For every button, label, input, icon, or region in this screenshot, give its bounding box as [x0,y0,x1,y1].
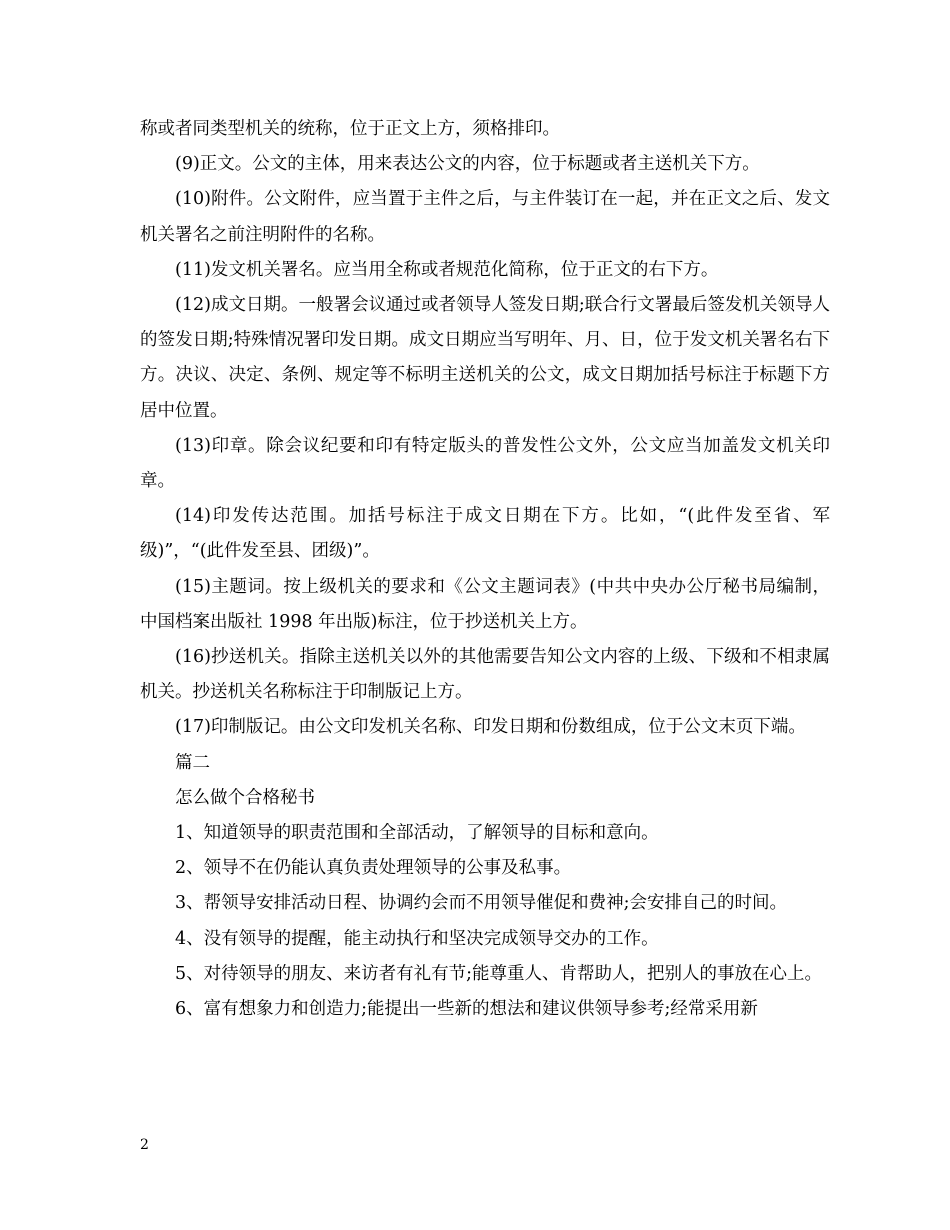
page-number: 2 [140,1137,149,1153]
paragraph: (13)印章。除会议纪要和印有特定版头的普发性公文外，公文应当加盖发文机关印章。 [140,435,830,492]
paragraph: (14)印发传达范围。加括号标注于成文日期在下方。比如，“(此件发至省、军级)”，“(此件发至县、团级)”。 [140,506,830,562]
paragraph: 5、对待领导的朋友、来访者有礼有节;能尊重人、肯帮助人，把别人的事放在心上。 [175,963,823,984]
paragraph: (10)附件。公文附件，应当置于主件之后，与主件装订在一起，并在正文之后、发文机关署名之前注明附件的名称。 [140,189,830,245]
paragraph: 3、帮领导安排活动日程、协调约会而不用领导催促和费神;会安排自己的时间。 [175,893,788,914]
paragraph: (12)成文日期。一般署会议通过或者领导人签发日期;联合行文署最后签发机关领导人的签发日期;特殊情况署印发日期。成文日期应当写明年、月、日，位于发文机关署名右下方。决议、决定、条例、规定等不标明主送机关的公文，成文日期加括号标注于标题下方居中位置。 [140,295,830,421]
paragraph: (17)印制版记。由公文印发机关名称、印发日期和份数组成，位于公文末页下端。 [175,717,806,738]
paragraph: 篇二 [175,752,210,773]
paragraph: (15)主题词。按上级机关的要求和《公文主题词表》(中共中央办公厅秘书局编制，中国档案出版社 1998 年出版)标注，位于抄送机关上方。 [140,576,830,632]
paragraph: (16)抄送机关。指除主送机关以外的其他需要告知公文内容的上级、下级和不相隶属机关。抄送机关名称标注于印制版记上方。 [140,647,830,703]
paragraph: (9)正文。公文的主体，用来表达公文的内容，位于标题或者主送机关下方。 [175,154,760,175]
paragraph: 怎么做个合格秘书 [175,787,315,808]
paragraph: (11)发文机关署名。应当用全称或者规范化简称，位于正文的右下方。 [175,259,719,280]
paragraph: 6、富有想象力和创造力;能提出一些新的想法和建议供领导参考;经常采用新 [175,999,758,1020]
paragraph: 4、没有领导的提醒，能主动执行和坚决完成领导交办的工作。 [175,928,659,949]
paragraph: 称或者同类型机关的统称，位于正文上方，须格排印。 [140,119,560,139]
document-body [140,112,830,1027]
paragraph: 2、领导不在仍能认真负责处理领导的公事及私事。 [175,858,572,879]
paragraph: 1、知道领导的职责范围和全部活动，了解领导的目标和意向。 [175,823,659,844]
